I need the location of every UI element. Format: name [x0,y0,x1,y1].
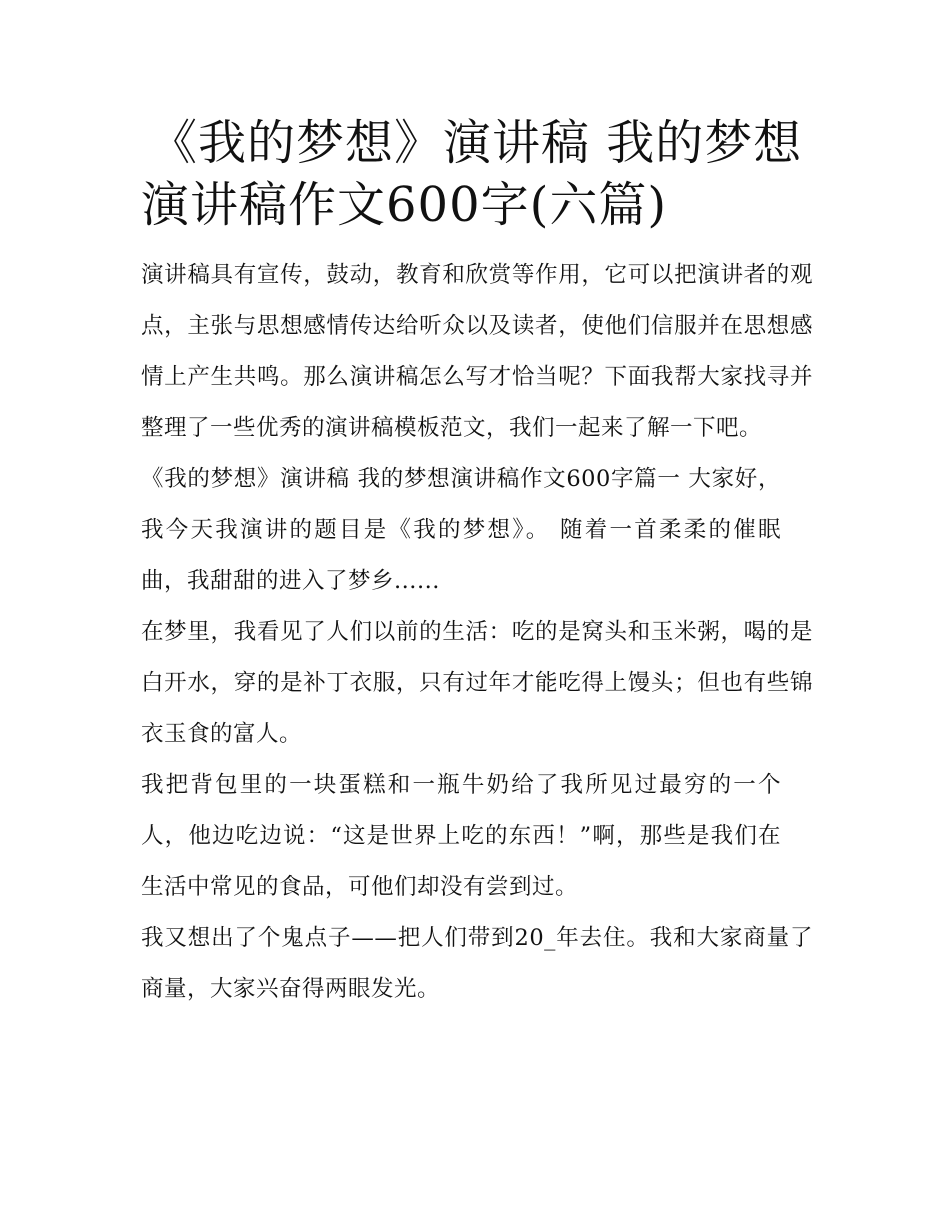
title-line-2: 演讲稿作文600字(六篇) [141,177,668,233]
paragraph-dream-past-life: 在梦里，我看见了人们以前的生活：吃的是窝头和玉米粥，喝的是白开水，穿的是补丁衣服，只有过年才能吃得上馒头；但也有些锦衣玉食的富人。 [141,619,813,747]
paragraph-idea: 我又想出了个鬼点子——把人们带到20_年去住。我和大家商量了商量，大家兴奋得两眼发光。 [141,925,813,1002]
document-title [141,112,813,236]
document-body [141,250,813,1015]
paragraph-cake-and-milk: 我把背包里的一块蛋糕和一瓶牛奶给了我所见过最穷的一个人，他边吃边说：“这是世界上吃的东西！”啊，那些是我们在生活中常见的食品，可他们却没有尝到过。 [141,772,781,900]
document-content [141,112,813,1015]
title-line-1: 《我的梦想》演讲稿 我的梦想 [149,115,803,171]
paragraph-speech-opening: 《我的梦想》演讲稿 我的梦想演讲稿作文600字篇一 大家好，我今天我演讲的题目是《我的梦想》。 随着一首柔柔的催眠曲，我甜甜的进入了梦乡...... [141,466,781,594]
paragraph-intro: 演讲稿具有宣传，鼓动，教育和欣赏等作用，它可以把演讲者的观点，主张与思想感情传达给听众以及读者，使他们信服并在思想感情上产生共鸣。那么演讲稿怎么写才恰当呢？下面我帮大家找寻并整理了一些优秀的演讲稿模板范文，我们一起来了解一下吧。 [141,262,813,441]
